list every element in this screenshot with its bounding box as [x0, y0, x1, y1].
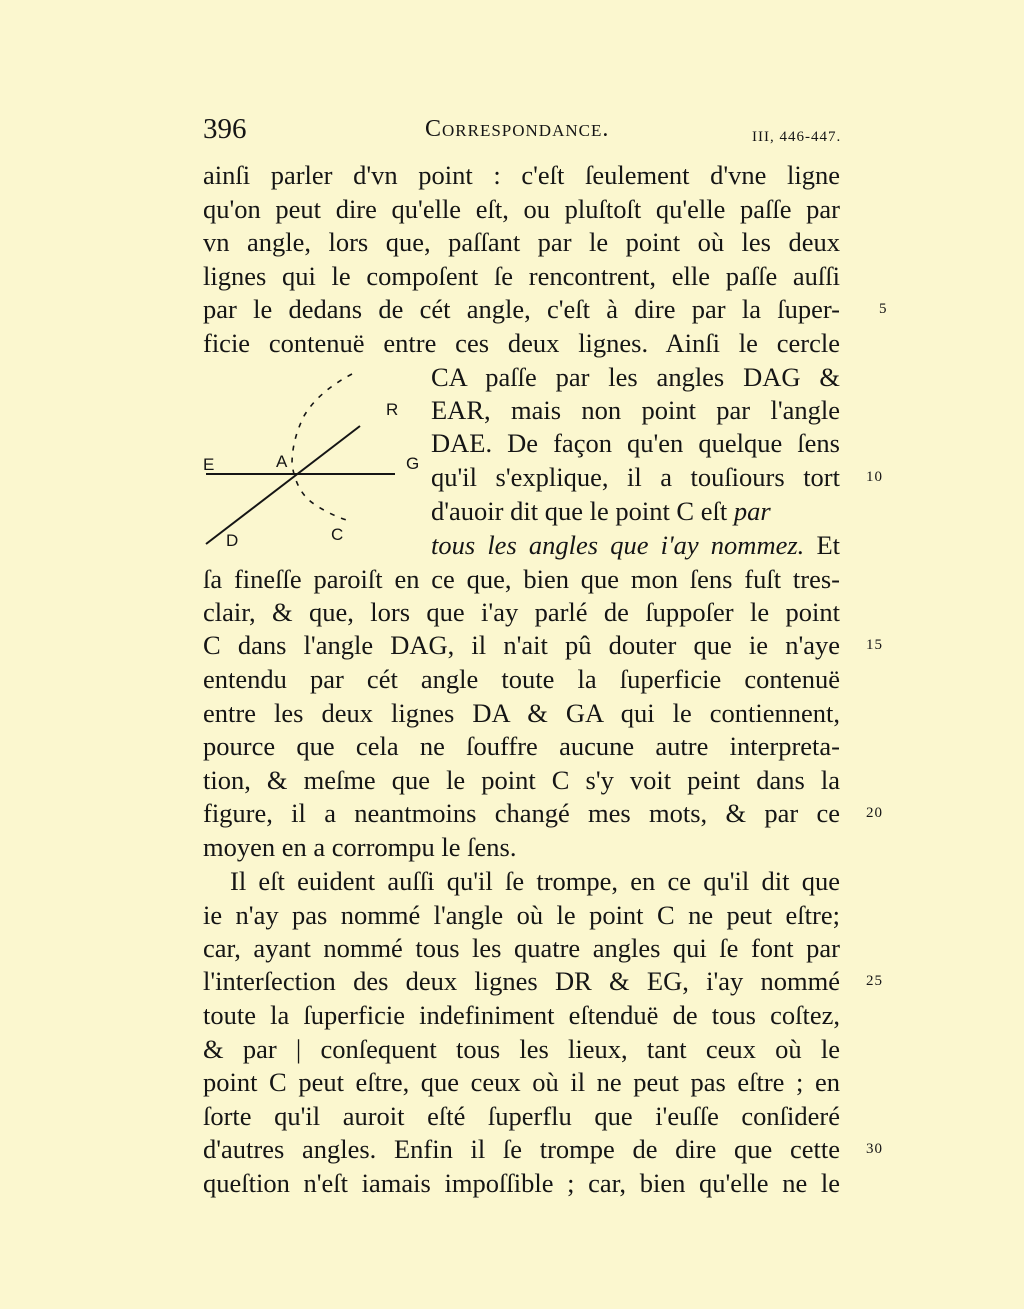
text-line: ſa fineſſe paroiſt en ce que, bien que mon ſens fuſt tres-	[203, 564, 840, 594]
text-line: entre les deux lignes DA & GA qui le contiennent,	[203, 698, 840, 728]
text-line	[431, 494, 840, 528]
line-number: 10	[866, 469, 883, 485]
text-line: l'interſection des deux lignes DR & EG, i'ay nommé	[203, 966, 840, 996]
line-number: 15	[866, 637, 883, 653]
line-number: 5	[879, 301, 888, 317]
label-e: E	[203, 455, 215, 474]
text-line: EAR, mais non point par l'angle	[431, 395, 840, 425]
text-line: point C peut eſtre, que ceux où il ne peut pas eſtre ; en	[203, 1067, 840, 1097]
label-a: A	[276, 452, 288, 471]
line-number: 25	[866, 973, 883, 989]
label-r: R	[386, 400, 399, 419]
page-reference: III, 446-447.	[752, 129, 842, 145]
text-line: CA paſſe par les angles DAG &	[431, 362, 840, 392]
italic-word: par	[733, 496, 771, 526]
running-title: Correspondance.	[425, 116, 610, 142]
text-line: toute la ſuperficie indefiniment eſtenduë de tous coſtez,	[203, 1000, 840, 1030]
line-number: 30	[866, 1141, 883, 1157]
text-line: figure, il a neantmoins changé mes mots, & par ce	[203, 798, 840, 828]
text-line: ſorte qu'il auroit eſté ſuperflu que i'euſſe conſideré	[203, 1101, 840, 1131]
text-line: tion, & meſme que le point C s'y voit peint dans la	[203, 765, 840, 795]
text-line: C dans l'angle DAG, il n'ait pû douter que ie n'aye	[203, 630, 840, 660]
text-segment: Et	[816, 530, 840, 560]
page-number: 396	[203, 113, 247, 145]
text-line: qu'on peut dire qu'elle eſt, ou pluſtoſt qu'elle paſſe par	[203, 194, 840, 224]
text-line: ficie contenuë entre ces deux lignes. Ainſi le cercle	[203, 328, 840, 358]
text-line: par le dedans de cét angle, c'eſt à dire par la ſuper-	[203, 294, 840, 324]
text-line: Il eſt euident auſſi qu'il ſe trompe, en ce qu'il dit que	[230, 866, 840, 896]
text-line: vn angle, lors que, paſſant par le point où les deux	[203, 227, 840, 257]
figure-drawing	[200, 368, 425, 553]
text-line: ainſi parler d'vn point : c'eſt ſeulement d'vne ligne	[203, 160, 840, 190]
text-line: pource que cela ne ſouffre aucune autre interpreta-	[203, 731, 840, 761]
text-line: clair, & que, lors que i'ay parlé de ſuppoſer le point	[203, 597, 840, 627]
text-line: d'autres angles. Enfin il ſe trompe de dire que cette	[203, 1134, 840, 1164]
dashed-arc	[292, 374, 352, 521]
text-line: & par | conſequent tous les lieux, tant ceux où le	[203, 1034, 840, 1064]
text-line: DAE. De façon qu'en quelque ſens	[431, 428, 840, 458]
text-line	[431, 528, 840, 562]
line-number: 20	[866, 805, 883, 821]
label-g: G	[406, 454, 420, 473]
text-line: car, ayant nommé tous les quatre angles qui ſe font par	[203, 933, 840, 963]
text-line: queſtion n'eſt iamais impoſſible ; car, bien qu'elle ne le	[203, 1168, 840, 1198]
italic-phrase: tous les angles que i'ay nommez.	[431, 530, 805, 560]
text-line: lignes qui le compoſent ſe rencontrent, elle paſſe auſſi	[203, 261, 840, 291]
text-line: entendu par cét angle toute la ſuperficie contenuë	[203, 664, 840, 694]
text-segment: d'auoir dit que le point C eſt	[431, 496, 728, 526]
text-line: ie n'ay pas nommé l'angle où le point C ne peut eſtre;	[203, 900, 840, 930]
label-d: D	[226, 531, 239, 550]
label-c: C	[331, 525, 344, 544]
geometry-figure	[200, 368, 425, 553]
text-line: moyen en a corrompu le ſens.	[203, 832, 517, 862]
text-line: qu'il s'explique, il a touſiours tort	[431, 462, 840, 492]
